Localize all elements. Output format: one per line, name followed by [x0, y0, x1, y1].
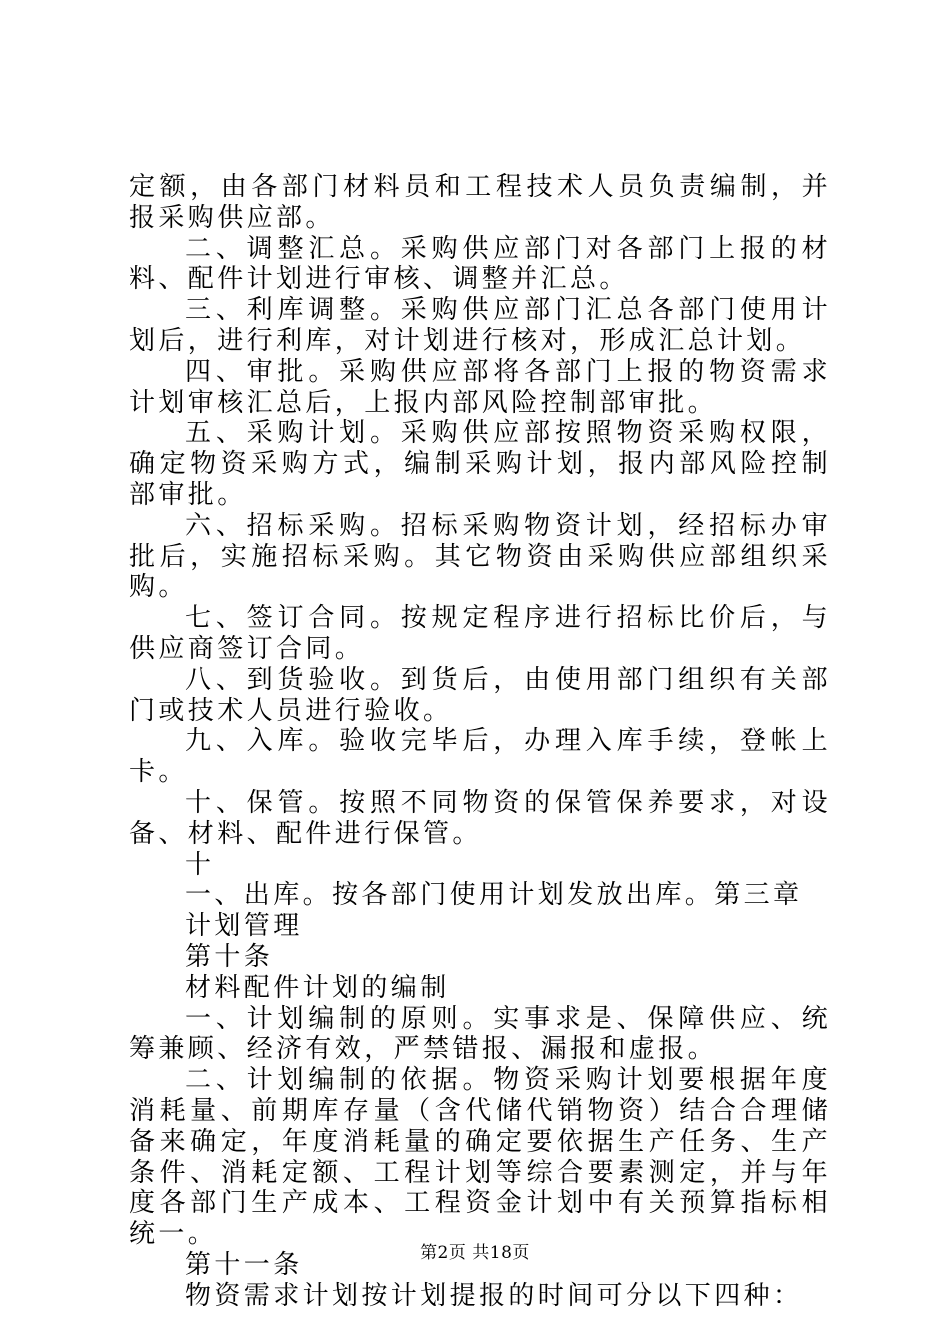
paragraph: 十 — [185, 849, 215, 880]
page-footer — [0, 1242, 950, 1264]
paragraph: 定额，由各部门材料员和工程技术人员负责编制，并报采购供应部。 — [129, 172, 831, 233]
article-title: 材料配件计划的编制 — [185, 972, 450, 1003]
article-heading: 第十条 — [185, 941, 274, 972]
paragraph: 六、招标采购。招标采购物资计划，经招标办审批后，实施招标采购。其它物资由采购供应部组织采购。 — [129, 510, 831, 603]
article-heading: 第十一条 — [185, 1249, 303, 1280]
paragraph: 九、入库。验收完毕后，办理入库手续，登帐上卡。 — [129, 726, 831, 788]
paragraph: 一、计划编制的原则。实事求是、保障供应、统筹兼顾、经济有效，严禁错报、漏报和虚报。 — [129, 1003, 831, 1065]
section-heading: 计划管理 — [185, 911, 303, 942]
document-body — [129, 172, 831, 1311]
paragraph: 十、保管。按照不同物资的保管保养要求，对设备、材料、配件进行保管。 — [129, 787, 831, 849]
paragraph: 七、签订合同。按规定程序进行招标比价后，与供应商签订合同。 — [129, 603, 831, 664]
paragraph: 二、调整汇总。采购供应部门对各部门上报的材料、配件计划进行审核、调整并汇总。 — [129, 233, 831, 295]
paragraph: 五、采购计划。采购供应部按照物资采购权限，确定物资采购方式，编制采购计划，报内部风险控制部审批。 — [129, 418, 831, 510]
paragraph: 八、到货验收。到货后，由使用部门组织有关部门或技术人员进行验收。 — [129, 664, 831, 726]
paragraph: 三、利库调整。采购供应部门汇总各部门使用计划后，进行利库，对计划进行核对，形成汇总计划。 — [129, 295, 831, 356]
paragraph: 一、出库。按各部门使用计划发放出库。第三章 — [185, 880, 803, 911]
paragraph: 二、计划编制的依据。物资采购计划要根据年度消耗量、前期库存量（含代储代销物资）结合合理储备来确定，年度消耗量的确定要依据生产任务、生产条件、消耗定额、工程计划等综合要素测定，并与年度各部门生产成本、工程资金计划中有关预算指标相统一。 — [129, 1065, 831, 1250]
page-number-label: 第2页 共18页 — [420, 1243, 530, 1263]
paragraph: 四、审批。采购供应部将各部门上报的物资需求计划审核汇总后，上报内部风险控制部审批。 — [129, 356, 831, 418]
paragraph: 物资需求计划按计划提报的时间可分以下四种： — [185, 1280, 803, 1311]
